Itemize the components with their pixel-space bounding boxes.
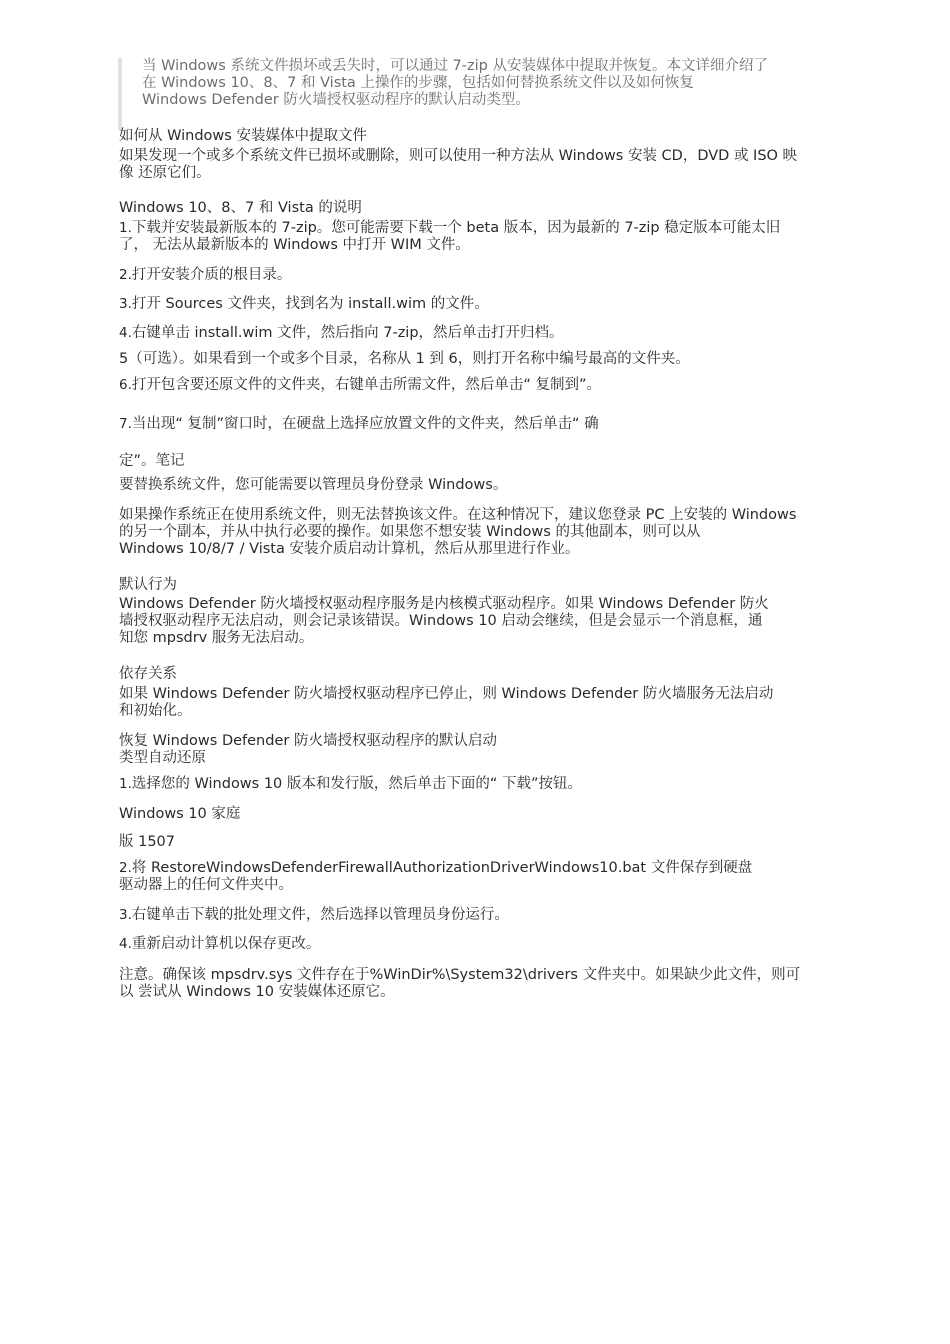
restore-note-line-2: 以 尝试从 Windows 10 安装媒体还原它。 bbox=[119, 984, 395, 1000]
step-text: 右键单击下载的批处理文件，然后选择以管理员身份运行。 bbox=[131, 907, 509, 923]
step-number: 1. bbox=[119, 220, 132, 236]
restore-step-1 bbox=[119, 776, 582, 793]
restore-step-3 bbox=[119, 907, 509, 924]
section1-para-line-2: 像 还原它们。 bbox=[119, 165, 211, 181]
section-heading-restore: 恢复 Windows Defender 防火墙授权驱动程序的默认启动 bbox=[119, 733, 497, 749]
dependencies-line-2: 和初始化。 bbox=[119, 703, 192, 719]
dependencies-line-1: 如果 Windows Defender 防火墙授权驱动程序已停止，则 Windows Defender 防火墙服务无法启动 bbox=[119, 686, 774, 702]
step-7 bbox=[119, 416, 599, 433]
section-heading-restore-line-2: 类型自动还原 bbox=[119, 750, 206, 766]
step-text: 当出现“ 复制”窗口时，在硬盘上选择应放置文件的文件夹，然后单击“ 确 bbox=[131, 416, 599, 432]
step-5: 5（可选）。如果看到一个或多个目录，名称从 1 到 6，则打开名称中编号最高的文件夹。 bbox=[119, 351, 690, 367]
step-number: 1. bbox=[119, 776, 132, 792]
default-behavior-line-3: 知您 mpsdrv 服务无法启动。 bbox=[119, 630, 314, 646]
section-heading-dependencies: 依存关系 bbox=[119, 666, 177, 682]
step-number: 3. bbox=[119, 296, 132, 312]
step-text: 将 RestoreWindowsDefenderFirewallAuthorizationDriverWindows10.bat 文件保存到硬盘 bbox=[131, 860, 753, 876]
step-4 bbox=[119, 325, 564, 342]
note-admin: 要替换系统文件，您可能需要以管理员身份登录 Windows。 bbox=[119, 477, 508, 493]
restore-step-4 bbox=[119, 936, 320, 953]
note-2-line-3: Windows 10/8/7 / Vista 安装介质启动计算机，然后从那里进行作业。 bbox=[119, 541, 580, 557]
step-number: 4. bbox=[119, 325, 132, 341]
step-number: 7. bbox=[119, 416, 132, 432]
step-6 bbox=[119, 377, 601, 394]
step-number: 6. bbox=[119, 377, 132, 393]
step-text: 打开 Sources 文件夹，找到名为 install.wim 的文件。 bbox=[131, 296, 489, 312]
section1-para-line-1: 如果发现一个或多个系统文件已损坏或删除，则可以使用一种方法从 Windows 安装 CD，DVD 或 ISO 映 bbox=[119, 148, 798, 164]
default-behavior-line-1: Windows Defender 防火墙授权驱动程序服务是内核模式驱动程序。如果 Windows Defender 防火 bbox=[119, 596, 769, 612]
intro-line-1: 当 Windows 系统文件损坏或丢失时，可以通过 7-zip 从安装媒体中提取并恢复。本文详细介绍了 bbox=[142, 58, 768, 74]
restore-note-line-1: 注意。确保该 mpsdrv.sys 文件存在于%WinDir%\System32\drivers 文件夹中。如果缺少此文件，则可 bbox=[119, 967, 801, 983]
step-number: 4. bbox=[119, 936, 132, 952]
step-1-line-2: 了， 无法从最新版本的 Windows 中打开 WIM 文件。 bbox=[119, 237, 470, 253]
step-1-line-1 bbox=[119, 220, 780, 237]
step-text: 重新启动计算机以保存更改。 bbox=[131, 936, 321, 952]
restore-step-2-line-2: 驱动器上的任何文件夹中。 bbox=[119, 877, 293, 893]
intro-line-2: 在 Windows 10、8、7 和 Vista 上操作的步骤，包括如何替换系统文件以及如何恢复 bbox=[142, 75, 694, 91]
edition-line-2: 版 1507 bbox=[119, 834, 176, 850]
section-heading-instructions: Windows 10、8、7 和 Vista 的说明 bbox=[119, 200, 362, 216]
step-number: 2. bbox=[119, 860, 132, 876]
step-2 bbox=[119, 267, 291, 284]
edition-line-1: Windows 10 家庭 bbox=[119, 806, 241, 822]
default-behavior-line-2: 墙授权驱动程序无法启动，则会记录该错误。Windows 10 启动会继续，但是会显示一个消息框，通 bbox=[119, 613, 763, 629]
restore-step-2-line-1 bbox=[119, 860, 752, 877]
section-heading-extract: 如何从 Windows 安装媒体中提取文件 bbox=[119, 128, 367, 144]
step-text: 打开包含要还原文件的文件夹，右键单击所需文件，然后单击“ 复制到”。 bbox=[131, 377, 602, 393]
step-text: 右键单击 install.wim 文件，然后指向 7-zip，然后单击打开归档。 bbox=[131, 325, 564, 341]
step-text: 打开安装介质的根目录。 bbox=[131, 267, 292, 283]
blockquote-bar bbox=[118, 58, 122, 130]
step-number: 3. bbox=[119, 907, 132, 923]
step-3 bbox=[119, 296, 489, 313]
section-heading-default-behavior: 默认行为 bbox=[119, 577, 177, 593]
intro-line-3: Windows Defender 防火墙授权驱动程序的默认启动类型。 bbox=[142, 92, 530, 108]
step-number: 2. bbox=[119, 267, 132, 283]
step-text: 下载并安装最新版本的 7-zip。您可能需要下载一个 beta 版本，因为最新的 7-zip 稳定版本可能太旧 bbox=[131, 220, 781, 236]
note-2-line-1: 如果操作系统正在使用系统文件，则无法替换该文件。在这种情况下，建议您登录 PC 上安装的 Windows bbox=[119, 507, 797, 523]
step-text: 选择您的 Windows 10 版本和发行版，然后单击下面的“ 下载”按钮。 bbox=[131, 776, 583, 792]
step-7-continuation: 定”。笔记 bbox=[119, 453, 185, 469]
note-2-line-2: 的另一个副本，并从中执行必要的操作。如果您不想安装 Windows 的其他副本，则可以从 bbox=[119, 524, 701, 540]
